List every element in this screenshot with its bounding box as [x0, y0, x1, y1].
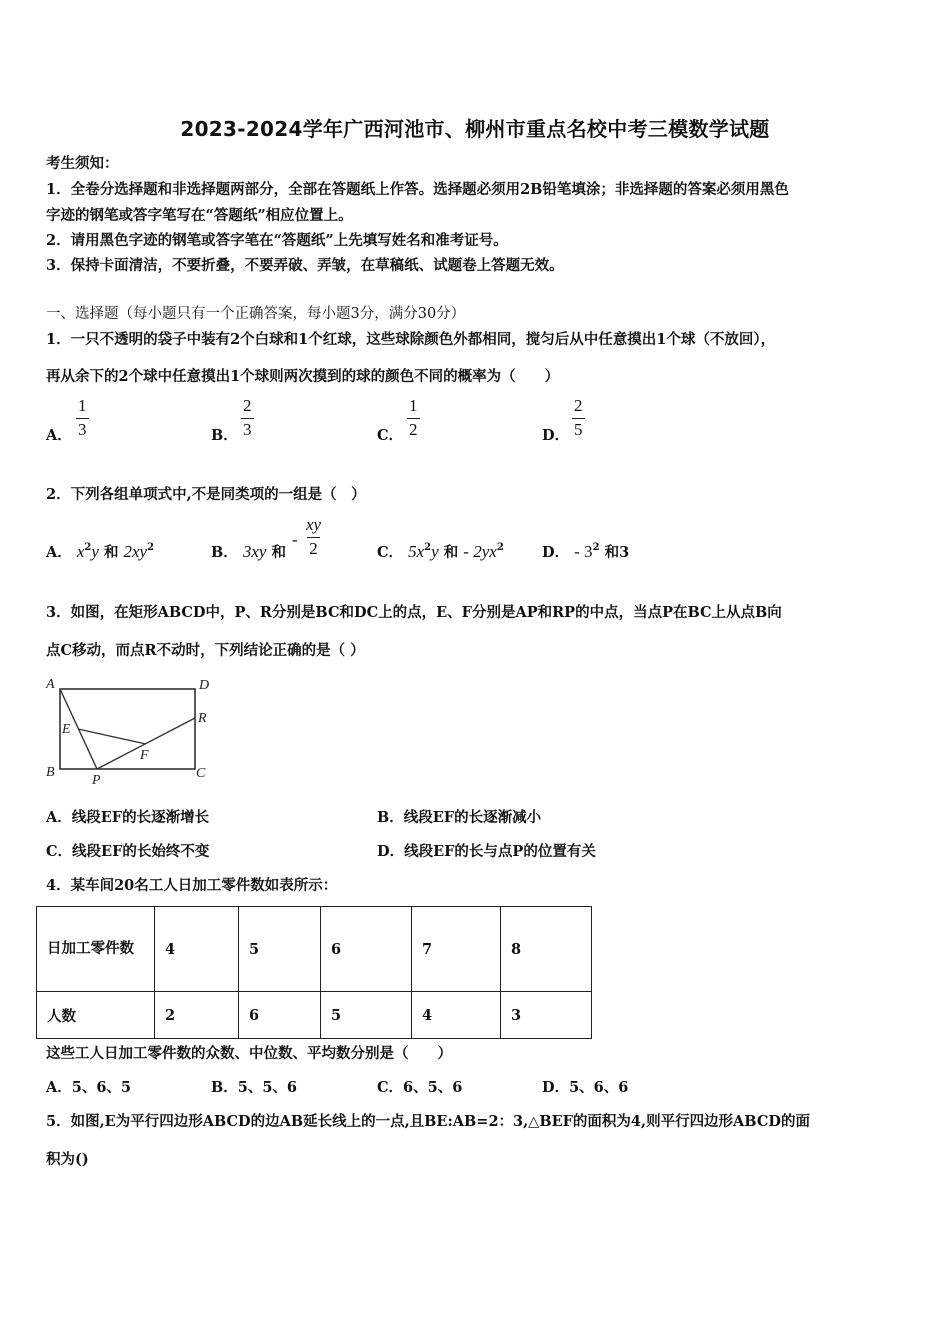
label-d: D: [199, 678, 210, 693]
math-term: 2xy: [123, 542, 148, 561]
q4-option-c: C．6、5、6: [377, 1079, 463, 1096]
table-cell-header: 人数: [37, 992, 155, 1039]
q2-option-d: [542, 541, 629, 562]
exponent: 2: [592, 542, 600, 553]
option-label: A．: [46, 544, 72, 561]
q1-option-d-label: D．: [542, 427, 570, 444]
page-title: 2023-2024学年广西河池市、柳州市重点名校中考三模数学试题: [180, 117, 770, 141]
q4-option-b: B．5、5、6: [211, 1079, 298, 1096]
fraction-numerator: 1: [78, 396, 87, 415]
math-term: y: [91, 542, 99, 561]
q4-option-d: D．5、6、6: [542, 1079, 629, 1096]
math-term: 3xy: [242, 542, 267, 561]
q1-option-d-fraction: [572, 397, 585, 439]
q1-option-c-label: C．: [377, 427, 404, 444]
minus-sign: -: [292, 530, 298, 549]
table-cell: 4: [412, 992, 501, 1039]
notice-item: 字迹的钢笔或答字笔写在“答题纸”相应位置上。: [46, 207, 353, 224]
exponent: 2: [496, 542, 504, 553]
q3-stem-line1: 3．如图，在矩形ABCD中，P、R分别是BC和DC上的点，E、F分别是AP和RP的中点，当点P在BC上从点B向: [46, 604, 782, 621]
q2-option-b-fraction: [304, 516, 323, 558]
fraction-denominator: 3: [243, 419, 252, 439]
q2-option-c: [377, 541, 504, 562]
q5-stem-line1: 5．如图,E为平行四边形ABCD的边AB延长线上的一点,且BE:AB=2：3,△BEF的面积为4,则平行四边形ABCD的面: [46, 1113, 810, 1130]
math-term: - 3: [574, 542, 593, 561]
q1-stem-line2: 再从余下的2个球中任意摸出1个球则两次摸到的球的颜色不同的概率为（ ）: [46, 368, 560, 385]
q4-question: 这些工人日加工零件数的众数、中位数、平均数分别是（ ）: [46, 1045, 452, 1062]
table-cell: 7: [412, 907, 501, 992]
exponent: 2: [84, 542, 92, 553]
fraction-denominator: 3: [78, 419, 87, 439]
math-term: x: [76, 542, 85, 561]
option-label: B．: [211, 544, 238, 561]
option-label: C．: [377, 544, 404, 561]
fraction-denominator: 2: [309, 538, 318, 558]
label-c: C: [196, 766, 206, 781]
table-cell: 4: [155, 907, 239, 992]
and-word: 和: [103, 544, 119, 561]
table-cell: 5: [321, 992, 412, 1039]
q1-option-b-fraction: [241, 397, 254, 439]
q2-option-b: [211, 541, 286, 562]
fraction-numerator: 2: [243, 396, 252, 415]
math-term: 5x: [408, 542, 425, 561]
table-cell: 3: [501, 992, 592, 1039]
fraction-numerator: 2: [574, 396, 583, 415]
label-e: E: [62, 722, 71, 737]
q3-option-b: B．线段EF的长逐渐减小: [377, 809, 542, 826]
table-row: [37, 907, 592, 992]
q4-data-table: [36, 906, 592, 1039]
q5-stem-line2: 积为(): [46, 1151, 89, 1168]
segment-ef: [78, 729, 146, 744]
table-cell: 6: [239, 992, 321, 1039]
exponent: 2: [424, 542, 432, 553]
q1-option-a-fraction: [76, 397, 89, 439]
q2-stem: 2．下列各组单项式中,不是同类项的一组是（ ）: [46, 486, 366, 503]
table-row: [37, 992, 592, 1039]
notice-item: 2．请用黑色字迹的钢笔或答字笔在“答题纸”上先填写姓名和准考证号。: [46, 232, 508, 249]
label-r: R: [198, 711, 207, 726]
label-a: A: [46, 677, 55, 692]
label-b: B: [46, 765, 55, 780]
fraction-numerator: 1: [409, 396, 418, 415]
table-cell: 8: [501, 907, 592, 992]
section-heading: 一、选择题（每小题只有一个正确答案，每小题3分，满分30分）: [46, 306, 466, 322]
and-word: 和: [271, 544, 286, 561]
notice-item: 1．全卷分选择题和非选择题两部分，全部在答题纸上作答。选择题必须用2B铅笔填涂；非选择题的答案必须用黑色: [46, 181, 789, 198]
q4-stem: 4．某车间20名工人日加工零件数如表所示：: [46, 877, 338, 894]
rectangle-figure: [40, 672, 230, 787]
table-cell: 5: [239, 907, 321, 992]
q2-option-a: [46, 541, 154, 562]
fraction-numerator: xy: [306, 515, 322, 534]
fraction-denominator: 5: [574, 419, 583, 439]
label-f: F: [140, 748, 149, 763]
and-word: 和: [443, 544, 459, 561]
fraction-denominator: 2: [409, 419, 418, 439]
q1-option-b-label: B．: [211, 427, 238, 444]
label-p: P: [92, 773, 101, 787]
q3-option-d: D．线段EF的长与点P的位置有关: [377, 843, 596, 860]
q3-option-c: C．线段EF的长始终不变: [46, 843, 210, 860]
table-cell-header: 日加工零件数: [37, 907, 155, 992]
q1-stem-line1: 1．一只不透明的袋子中装有2个白球和1个红球，这些球除颜色外都相同，搅匀后从中任意摸出1个球（不放回），: [46, 331, 776, 348]
q4-option-a: A．5、6、5: [46, 1079, 132, 1096]
option-label: D．: [542, 544, 570, 561]
q3-stem-line2: 点C移动，而点R不动时，下列结论正确的是（ ）: [46, 642, 365, 659]
q1-option-a-label: A．: [46, 427, 72, 444]
notice-item: 3．保持卡面清洁，不要折叠，不要弄破、弄皱，在草稿纸、试题卷上答题无效。: [46, 257, 564, 274]
q1-option-c-fraction: [407, 397, 420, 439]
table-cell: 6: [321, 907, 412, 992]
math-term: - 2yx: [463, 542, 497, 561]
table-cell: 2: [155, 992, 239, 1039]
math-term: y: [431, 542, 439, 561]
and-word: 和3: [604, 544, 630, 561]
exponent: 2: [147, 542, 155, 553]
notice-heading: 考生须知：: [46, 155, 119, 172]
q3-option-a: A．线段EF的长逐渐增长: [46, 809, 210, 826]
